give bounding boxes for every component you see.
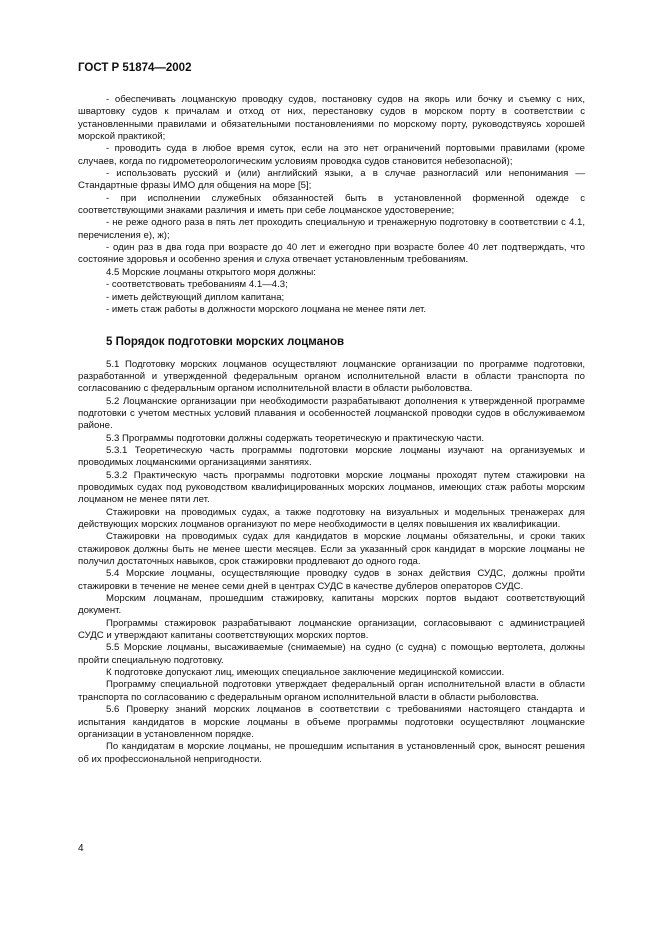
paragraph: - не реже одного раза в пять лет проходить специальную и тренажерную подготовку в соответствии с 4.1, перечисления е), ж); [78, 217, 585, 241]
paragraph: По кандидатам в морские лоцманы, не прошедшим испытания в установленный срок, выносят решения об их профессиональной непригодности. [78, 741, 585, 765]
paragraph: 5.2 Лоцманские организации при необходимости разрабатывают дополнения к утвержденной программе подготовки с учетом местных условий плавания и особенностей лоцманской проводки судов в обслуживаемом районе. [78, 395, 585, 432]
paragraph: Стажировки на проводимых судах, а также подготовку на визуальных и модельных тренажерах для действующих морских лоцманов организуют по мере необходимости в целях повышения их квалификации. [78, 506, 585, 530]
paragraph: 5.3.1 Теоретическую часть программы подготовки морские лоцманы изучают на организуемых и проводимых лоцманскими организациями занятиях. [78, 444, 585, 469]
paragraph: - при исполнении служебных обязанностей быть в установленной форменной одежде с соответствующими знаками различия и иметь при себе лоцманское удостоверение; [78, 192, 585, 217]
paragraph: 5.1 Подготовку морских лоцманов осуществляют лоцманские организации по программе подготовки, разработанной и утвержденной федеральным органом исполнительной власти в области транспорта по согласованию с федеральным органом исполнительной власти в области рыболовства. [78, 358, 585, 395]
page-body [78, 94, 585, 766]
paragraph: К подготовке допускают лиц, имеющих специальное заключение медицинской комиссии. [106, 667, 505, 679]
paragraph: 5.6 Проверку знаний морских лоцманов в соответствии с требованиями настоящего стандарта и испытания кандидатов в морские лоцманы в объеме программы подготовки осуществляют лоцманские организации в установленном порядке. [78, 704, 585, 740]
paragraph: 5.4 Морские лоцманы, осуществляющие проводку судов в зонах действия СУДС, должны пройти стажировки в течение не менее семи дней в центрах СУДС в качестве дублеров операторов СУДС. [78, 568, 585, 592]
paragraph: - один раз в два года при возрасте до 40 лет и ежегодно при возрасте более 40 лет подтверждать, что состояние здоровья и особенно зрения и слуха отвечает установленным требованиям. [78, 242, 585, 266]
page-number: 4 [78, 843, 84, 854]
paragraph: - использовать русский и (или) английский языки, а в случае разногласий или непонимания — Стандартные фразы ИМО для общения на море [5]; [78, 168, 585, 192]
paragraph: - обеспечивать лоцманскую проводку судов, постановку судов на якорь или бочку и съемку с них, швартовку судов к причалам и отход от них, перестановку судов в морском порту в соответствии с установленными правилами и обязательными постановлениями по морскому порту, руководствуясь хорошей морской практикой; [78, 94, 585, 143]
section-heading: 5 Порядок подготовки морских лоцманов [106, 336, 345, 349]
paragraph: 5.3.2 Практическую часть программы подготовки морские лоцманы проходят путем стажировки на проводимых судах под руководством квалифицированных морских лоцманов, имеющих стаж работы морским лоцманом не менее пяти лет. [78, 469, 585, 506]
paragraph: Программы стажировок разрабатывают лоцманские организации, согласовывают с администрацией СУДС и утверждают капитаны соответствующих морских портов. [78, 617, 585, 642]
list-item: - соответствовать требованиям 4.1—4.3; [106, 279, 288, 291]
paragraph: Стажировки на проводимых судах для кандидатов в морские лоцманы обязательны, и сроки таких стажировок должны быть не менее шести месяцев. Если за указанный срок кандидат в морские лоцманы не получил достаточных навыков, срок стажировки продлевают до одного года. [78, 531, 585, 568]
list-item: - иметь стаж работы в должности морского лоцмана не менее пяти лет. [106, 303, 427, 315]
clause-4-5-title: 4.5 Морские лоцманы открытого моря должны: [106, 266, 316, 278]
paragraph: 5.5 Морские лоцманы, высаживаемые (снимаемые) на судно (с судна) с помощью вертолета, должны пройти специальную подготовку. [78, 642, 585, 666]
paragraph: Программу специальной подготовки утверждает федеральный орган исполнительной власти в области транспорта по согласованию с федеральным органом исполнительной власти в области рыболовства. [78, 679, 585, 703]
document-header: ГОСТ Р 51874—2002 [78, 62, 192, 74]
paragraph: - проводить суда в любое время суток, если на это нет ограничений портовыми правилами (кроме случаев, когда по гидрометеорологическим условиям проводка судов становится небезопасной); [78, 143, 585, 167]
list-item: - иметь действующий диплом капитана; [106, 291, 285, 303]
paragraph: Морским лоцманам, прошедшим стажировку, капитаны морских портов выдают соответствующий документ. [78, 593, 585, 617]
paragraph: 5.3 Программы подготовки должны содержать теоретическую и практическую части. [106, 432, 485, 444]
